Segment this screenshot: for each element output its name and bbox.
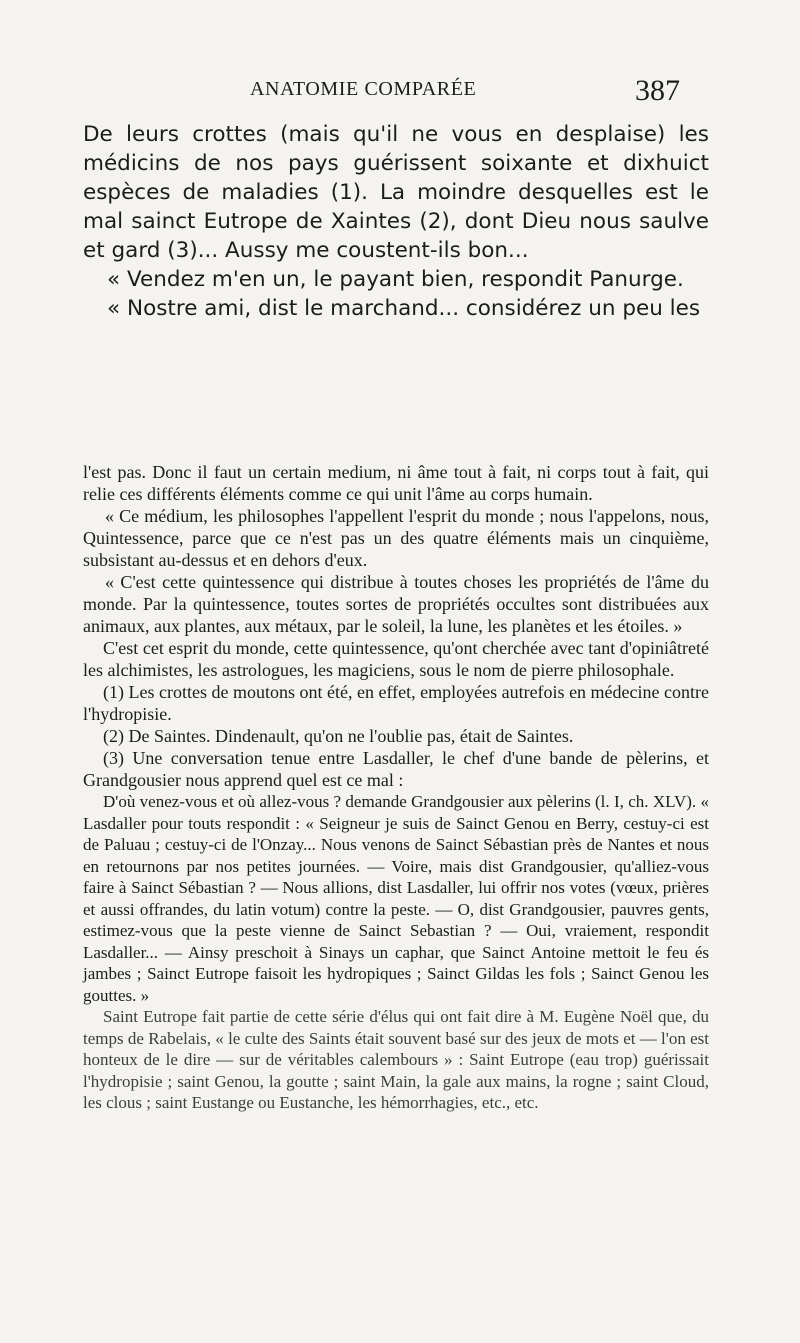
main-text-block xyxy=(83,120,709,323)
footnote-2: (2) De Saintes. Dindenault, qu'on ne l'oublie pas, était de Saintes. xyxy=(103,726,574,746)
running-header xyxy=(250,70,680,110)
main-paragraph: « Vendez m'en un, le payant bien, respondit Panurge. xyxy=(107,267,684,292)
note-paragraph: « C'est cette quintessence qui distribue à toutes choses les propriétés de l'âme du monde. Par la quintessence, toutes sortes de propriétés occultes sont distribuées aux animaux, aux plantes, aux métaux, par le soleil, la lune, les planètes et les étoiles. » xyxy=(83,572,709,636)
page-number: 387 xyxy=(635,74,680,107)
footnote-3-dialogue: D'où venez-vous et où allez-vous ? demande Grandgousier aux pèlerins (l. I, ch. XLV). « Lasdaller pour touts respondit : « Seigneur je suis de Sainct Genou en Berry, cestuy-ci est de Paluau ; cestuy-ci de l'Onzay... Nous venons de Sainct Sébastian près de Nantes et nous en retournons par nos petites journées. — Voire, mais dist Grandgousier, qu'alliez-vous faire à Sainct Sébastian ? — Nous allions, dist Lasdaller, lui offrir nos votes (vœux, prières et aussi offrandes, du latin votum) contre la peste. — O, dist Grandgousier, pauvres gents, estimez-vous que la peste vienne de Sainct Sebastian ? — Oui, vraiement, respondit Lasdaller... — Ainsy preschoit à Sinays un caphar, que Sainct Antoine mettoit le feu és jambes ; Sainct Eutrope faisoit les hydropiques ; Sainct Gildas les fols ; Sainct Genou les gouttes. » xyxy=(83,792,709,1005)
footnote-3: (3) Une conversation tenue entre Lasdaller, le chef d'une bande de pèlerins, et Grandgousier nous apprend quel est ce mal : xyxy=(83,748,709,790)
main-paragraph: De leurs crottes (mais qu'il ne vous en desplaise) les médicins de nos pays guérissent soixante et dixhuict espèces de maladies (1). La moindre desquelles est le mal sainct Eutrope de Xaintes (2), dont Dieu nous saulve et gard (3)... Aussy me coustent-ils bon... xyxy=(83,122,709,263)
running-title: ANATOMIE COMPARÉE xyxy=(250,78,477,100)
footnote-3-commentary: Saint Eutrope fait partie de cette série d'élus qui ont fait dire à M. Eugène Noël que, du temps de Rabelais, « le culte des Saints était souvent basé sur des jeux de mots et — l'on est honteux de le dire — sur de véritables calembours » : Saint Eutrope (eau trop) guérissait l'hydropisie ; saint Genou, la goutte ; saint Main, la gale aux mains, la rogne ; saint Cloud, les clous ; saint Eustange ou Eustanche, les hémorrhagies, etc., etc. xyxy=(83,1007,709,1112)
note-paragraph: C'est cet esprit du monde, cette quintessence, qu'ont cherchée avec tant d'opiniâtreté les alchimistes, les astrologues, les magiciens, sous le nom de pierre philosophale. xyxy=(83,638,709,680)
note-paragraph: « Ce médium, les philosophes l'appellent l'esprit du monde ; nous l'appelons, nous, Quintessence, parce que ce n'est pas un des quatre éléments mais un cinquième, subsistant au-dessus et en dehors d'eux. xyxy=(83,506,709,570)
note-paragraph: l'est pas. Donc il faut un certain medium, ni âme tout à fait, ni corps tout à fait, qui relie ces différents éléments comme ce qui unit l'âme au corps humain. xyxy=(83,462,709,504)
main-paragraph: « Nostre ami, dist le marchand... considérez un peu les xyxy=(107,296,701,321)
footnote-1: (1) Les crottes de moutons ont été, en effet, employées autrefois en médecine contre l'hydropisie. xyxy=(83,682,709,724)
footnotes-block xyxy=(83,461,709,1114)
page-footer-trace xyxy=(600,1304,710,1312)
